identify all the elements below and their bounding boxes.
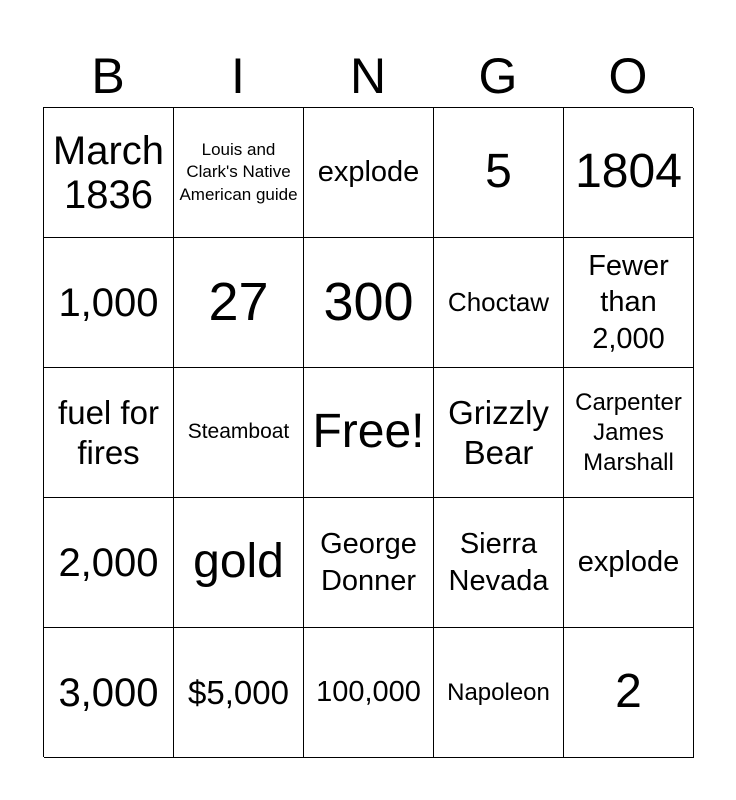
cell-text: 2 bbox=[615, 665, 642, 719]
bingo-cell[interactable] bbox=[564, 498, 694, 628]
bingo-cell[interactable] bbox=[434, 238, 564, 368]
bingo-cell[interactable] bbox=[564, 368, 694, 498]
cell-text: Carpenter James Marshall bbox=[575, 388, 682, 476]
cell-text: 100,000 bbox=[316, 676, 421, 709]
cell-text: Sierra Nevada bbox=[448, 528, 549, 597]
bingo-cell[interactable] bbox=[434, 108, 564, 238]
cell-text: $5,000 bbox=[188, 673, 289, 711]
bingo-cell[interactable] bbox=[174, 108, 304, 238]
bingo-cell[interactable] bbox=[174, 238, 304, 368]
bingo-cell[interactable] bbox=[434, 498, 564, 628]
cell-text: Fewer than 2,000 bbox=[588, 250, 669, 355]
bingo-cell[interactable] bbox=[564, 238, 694, 368]
cell-text: 27 bbox=[208, 272, 269, 333]
cell-text: March 1836 bbox=[52, 128, 165, 217]
cell-text: Louis and Clark's Native American guide bbox=[179, 140, 298, 204]
bingo-cell[interactable] bbox=[434, 628, 564, 758]
cell-text: Napoleon bbox=[447, 678, 550, 706]
free-space-cell[interactable] bbox=[304, 368, 434, 498]
cell-text: 3,000 bbox=[58, 670, 159, 715]
bingo-cell[interactable] bbox=[44, 368, 174, 498]
cell-text: Choctaw bbox=[447, 286, 550, 317]
bingo-cell[interactable] bbox=[564, 628, 694, 758]
bingo-cell[interactable] bbox=[44, 628, 174, 758]
bingo-cell[interactable] bbox=[174, 368, 304, 498]
header-letter-b: B bbox=[91, 48, 125, 104]
cell-text: 1,000 bbox=[58, 280, 159, 325]
cell-text: 300 bbox=[323, 272, 414, 333]
cell-text: Grizzly Bear bbox=[448, 393, 549, 471]
cell-text: fuel for fires bbox=[58, 393, 159, 471]
bingo-cell[interactable] bbox=[304, 238, 434, 368]
bingo-cell[interactable] bbox=[304, 628, 434, 758]
bingo-cell[interactable] bbox=[304, 108, 434, 238]
bingo-cell[interactable] bbox=[174, 628, 304, 758]
cell-text: George Donner bbox=[320, 528, 417, 597]
header-letter-o: O bbox=[608, 48, 648, 104]
bingo-cell[interactable] bbox=[44, 108, 174, 238]
bingo-board bbox=[43, 107, 693, 757]
cell-text: 1804 bbox=[575, 145, 682, 199]
cell-text: Steamboat bbox=[187, 420, 290, 444]
bingo-header bbox=[43, 44, 693, 108]
bingo-cell[interactable] bbox=[174, 498, 304, 628]
cell-text: 5 bbox=[485, 145, 512, 199]
cell-text: gold bbox=[193, 535, 284, 589]
free-space-text: Free! bbox=[312, 405, 425, 459]
bingo-cell[interactable] bbox=[434, 368, 564, 498]
bingo-cell[interactable] bbox=[564, 108, 694, 238]
bingo-cell[interactable] bbox=[44, 238, 174, 368]
header-letter-i: I bbox=[231, 48, 245, 104]
bingo-cell[interactable] bbox=[44, 498, 174, 628]
header-letter-n: N bbox=[349, 48, 387, 104]
cell-text: explode bbox=[317, 156, 420, 189]
cell-text: 2,000 bbox=[58, 540, 159, 585]
bingo-cell[interactable] bbox=[304, 498, 434, 628]
cell-text: explode bbox=[577, 546, 680, 579]
header-letter-g: G bbox=[478, 48, 518, 104]
